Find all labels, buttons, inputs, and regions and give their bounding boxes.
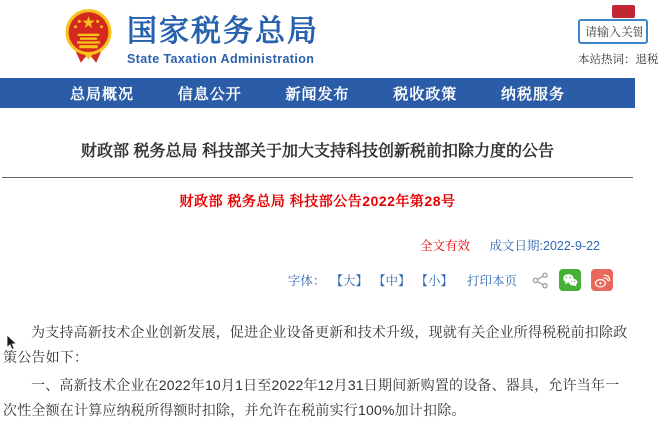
- article-toolbar: [0, 269, 635, 291]
- font-small-button[interactable]: 【小】: [415, 274, 453, 288]
- paragraph-1: 为支持高新技术企业创新发展，促进企业设备更新和技术升级，现就有关企业所得税税前扣除政策公告如下：: [3, 324, 628, 365]
- font-large-button[interactable]: 【大】: [330, 274, 368, 288]
- doc-number: 财政部 税务总局 科技部公告2022年第28号: [179, 193, 456, 209]
- wechat-share-icon[interactable]: [559, 269, 581, 291]
- font-size-label: 字体：: [287, 274, 326, 288]
- validity-status: 全文有效: [420, 239, 471, 253]
- weibo-share-icon[interactable]: [591, 269, 613, 291]
- site-header: [0, 0, 659, 78]
- article-body: [0, 320, 635, 423]
- hot-words-label: 本站热词：: [578, 54, 636, 66]
- site-title-en: State Taxation Administration: [127, 52, 315, 66]
- nav-item-policy[interactable]: 税收政策: [393, 85, 458, 103]
- search-input[interactable]: [578, 19, 648, 44]
- article: [0, 108, 635, 423]
- doc-date: 成文日期:2022-9-22: [489, 239, 600, 253]
- article-title: 财政部 税务总局 科技部关于加大支持科技创新税前扣除力度的公告: [81, 143, 554, 160]
- national-emblem-icon: [64, 9, 113, 66]
- paragraph-2: 一、高新技术企业在2022年10月1日至2022年12月31日期间新购置的设备、器具，允许当年一次性全额在计算应纳税所得额时扣除，并允许在税前实行100%加计扣除。: [3, 377, 620, 418]
- print-button[interactable]: 打印本页: [466, 274, 517, 288]
- site-title: 国家税务总局: [127, 15, 319, 48]
- hot-word-link[interactable]: 退税: [635, 54, 659, 66]
- hot-words: [578, 51, 659, 67]
- nav-item-service[interactable]: 纳税服务: [500, 85, 565, 103]
- nav-item-info[interactable]: 信息公开: [177, 85, 242, 103]
- share-icon[interactable]: [532, 272, 549, 289]
- main-nav: [0, 78, 635, 108]
- font-medium-button[interactable]: 【中】: [372, 274, 411, 288]
- site-logo[interactable]: [64, 9, 319, 66]
- brand-text: [127, 9, 319, 66]
- nav-item-overview[interactable]: 总局概况: [70, 85, 135, 103]
- nav-item-news[interactable]: 新闻发布: [285, 85, 350, 103]
- doc-meta: [0, 236, 635, 254]
- title-separator: [2, 177, 633, 178]
- topbar-button-fragment[interactable]: [612, 5, 635, 18]
